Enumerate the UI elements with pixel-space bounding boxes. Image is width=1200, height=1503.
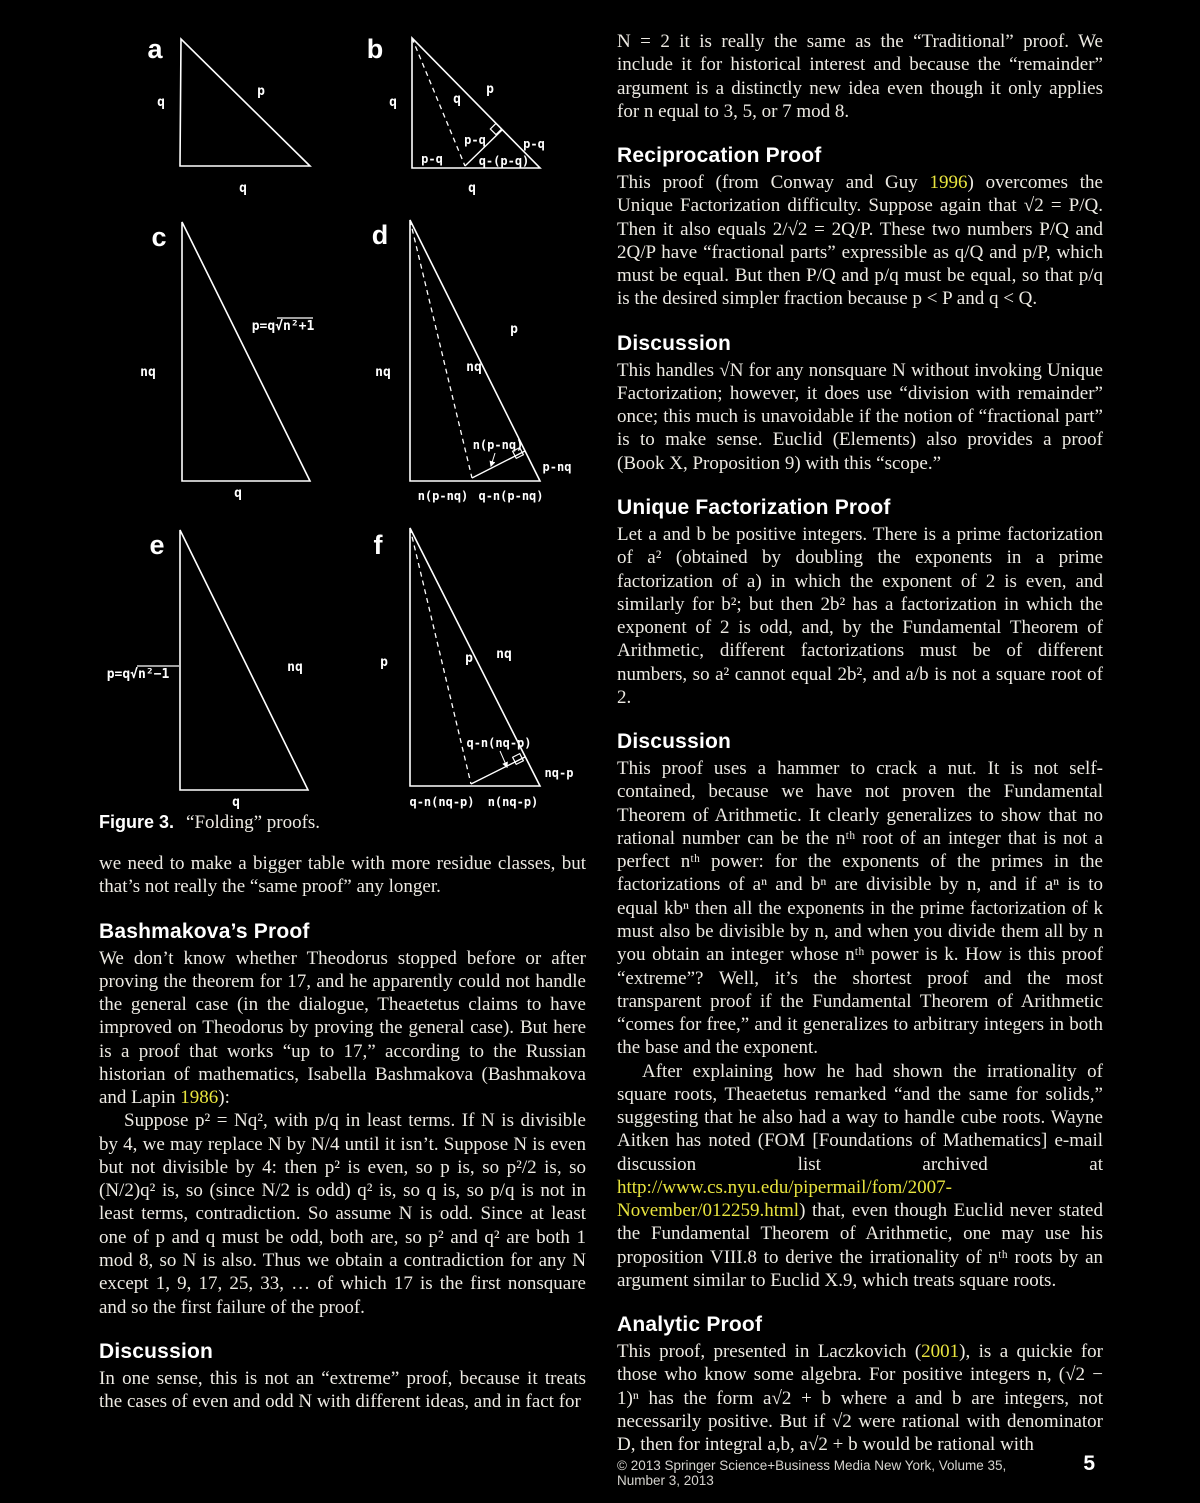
theaetetus-text-post: ) that, even though Euclid never stated the Fundamental Theorem of Arithmetic, one may use his proposition VIII.8 to derive the irrationality of nᵗʰ roots by an argument similar to Euclid X.9, which treats square roots. [617, 1200, 1103, 1291]
bashmakova-text-post: ): [218, 1087, 230, 1109]
citation-link-2001[interactable]: 2001 [921, 1341, 960, 1363]
panel-f-right-label: nq-p [544, 766, 574, 780]
panel-c-left-label: nq [140, 365, 156, 380]
panel-c-letter: c [151, 222, 167, 252]
panel-d-inner-label: nq [466, 360, 482, 375]
panel-f-left-label: p [380, 655, 388, 670]
theaetetus-text-pre: After explaining how he had shown the irrationality of square roots, Theaetetus remarked “and the same for solids,” suggesting that he also had a way to handle cube roots. Wayne Aitken has noted (FOM [Foundations of Mathematics] e-mail discussion list archived at [617, 1060, 1103, 1175]
fom-archive-url-link[interactable]: http://www.cs.nyu.edu/pipermail/fom/2007-November/012259.html [617, 1176, 952, 1222]
paragraph-discussion-reciprocation: This handles √N for any nonsquare N without invoking Unique Factorization; however, it does use “division with remainder” once; this much is unavoidable if the notion of “fractional part” is to make sense. Euclid (Elements) also provides a proof (Book X, Proposition 9) with this “scope.” [617, 359, 1103, 474]
panel-f-fold-label: q-n(nq-p) [466, 736, 532, 750]
panel-f-letter: f [373, 530, 383, 560]
panel-a-base-label: q [239, 181, 247, 196]
panel-b-right-label: p-q [523, 137, 545, 151]
figure-caption [99, 812, 586, 834]
panel-b-baseleft-label: p-q [421, 152, 443, 166]
panel-d-right-label: p-nq [542, 460, 572, 474]
panel-d-letter: d [371, 220, 389, 250]
heading-reciprocation-proof: Reciprocation Proof [617, 144, 822, 168]
panel-e-base-label: q [232, 795, 240, 810]
panel-f-hyp-label: nq [496, 647, 512, 662]
page-footer [617, 1452, 1095, 1488]
heading-discussion-reciprocation: Discussion [617, 331, 732, 355]
paragraph-bashmakova-proof: Suppose p² = Nq², with p/q in least terms. If N is divisible by 4, we may replace N by N/4 until it isn’t. Suppose N is even but not divisible by 4: then p² is even, so p is, so p²/2 is, so (N/2)q² is, so (since N/2 is odd) q² is, so q is, so p/q is not in least terms, contradiction. So assume N is odd. Since at least one of p and q must be odd, both are, so p² and q² are both 1 mod 8, so N is also. Thus we obtain a contradiction for any N except 1, 9, 17, 25, 33, … of which 17 is the first nonsquare and so the first failure of the proof. [99, 1110, 586, 1318]
paragraph-theaetetus [617, 1060, 1103, 1293]
panel-f-baseright-label: n(nq-p) [487, 795, 539, 809]
figure-caption-label: Figure 3. [99, 812, 175, 832]
analytic-text-pre: This proof, presented in Laczkovich ( [617, 1341, 922, 1363]
heading-discussion-unique: Discussion [617, 730, 732, 754]
panel-a-hyp-label: p [257, 84, 265, 99]
panel-b-letter: b [366, 34, 384, 64]
analytic-text-post: ), is a quickie for those who know some algebra. For positive integers n, (√2 − 1)ⁿ has the form a√2 + b where a and b are integers, not necessarily positive. But if √2 were rational with denominator D, then for integral a,b, a√2 + b would be rational with [617, 1341, 1103, 1456]
panel-b-left-label: q [389, 95, 397, 110]
heading-bashmakovas-proof: Bashmakova’s Proof [99, 919, 310, 943]
figure-caption-text: “Folding” proofs. [186, 812, 321, 833]
panel-f-inner-label: p [465, 651, 473, 666]
panel-c-base-label: q [234, 486, 242, 501]
copyright-text: © 2013 Springer Science+Business Media New York, Volume 35, Number 3, 2013 [617, 1458, 1007, 1488]
panel-d-baseright-label: q-n(p-nq) [478, 489, 544, 503]
paragraph-continuation: N = 2 it is really the same as the “Traditional” proof. We include it for historical interest and because the “remainder” argument is a distinctly new idea even though it only applies for n equal to 3, 5, or 7 mod 8. [617, 31, 1103, 122]
panel-b-upperhyp-label: q [453, 92, 461, 107]
left-column [99, 0, 586, 1413]
reciprocation-text-pre: This proof (from Conway and Guy [617, 172, 930, 194]
panel-f-baseleft-label: q-n(nq-p) [409, 795, 475, 809]
panel-b-fold-label: p-q [464, 133, 486, 147]
reciprocation-text-post: ) overcomes the Unique Factorization difficulty. Suppose again that √2 = P/Q. Then it also equals 2/√2 = 2Q/P. These two numbers P/Q and 2Q/P have “fractional parts” expressible as q/Q and p/P, which must be equal. But then P/Q and p/q must be equal, so that p/q is the desired simpler fraction because p < P and q < Q. [617, 172, 1103, 310]
heading-analytic-proof: Analytic Proof [617, 1313, 763, 1337]
page-number: 5 [1083, 1452, 1095, 1475]
panel-d-baseleft-label: n(p-nq) [417, 489, 469, 503]
paragraph-discussion-unique: This proof uses a hammer to crack a nut. It is not self-contained, because we have not proven the Fundamental Theorem of Arithmetic. It clearly generalizes to show that no rational number can be the nᵗʰ root of an integer that is not a perfect nᵗʰ power: for the exponents of the primes in the factorizations of aⁿ and bⁿ are divisible by n, and if aⁿ is to equal kbⁿ then all the exponents in the prime factorization of k must also be divisible by n, and when you divide them all by n you obtain an integer whose nᵗʰ power is k. How is this proof “extreme”? Well, it’s the shortest proof and the most transparent proof if the Fundamental Theorem of Arithmetic “comes for free,” and it generalizes to arbitrary integers in both the base and the exponent. [617, 758, 1103, 1059]
panel-e-left-label: p=q√n²−1 [106, 667, 170, 682]
paragraph-reciprocation [617, 171, 1103, 311]
paragraph-discussion-left: In one sense, this is not an “extreme” proof, because it treats the cases of even and odd N with different ideas, and in fact for [99, 1367, 586, 1413]
panel-e-hyp-label: nq [287, 660, 303, 675]
heading-unique-factorization-proof: Unique Factorization Proof [617, 495, 891, 519]
panel-b-hyp-label: p [486, 82, 494, 97]
right-column [617, 30, 1103, 1457]
paragraph-bashmakova-intro [99, 947, 586, 1110]
panel-a-letter: a [147, 34, 163, 64]
bashmakova-text-pre: We don’t know whether Theodorus stopped before or after proving the theorem for 17, and he apparently could not handle the general case (in the dialogue, Theaetetus claims to have improved on Theodorus by proving the general case). But here is a proof that works “up to 17,” according to the Russian historian of mathematics, Isabella Bashmakova (Bashmakova and Lapin [99, 947, 586, 1109]
panel-c-hyp-label: p=q√n²+1 [251, 319, 315, 334]
panel-a-left-label: q [157, 95, 165, 110]
panel-d-left-label: nq [375, 365, 391, 380]
panel-b-base-label: q [468, 181, 476, 196]
citation-link-1986[interactable]: 1986 [180, 1087, 219, 1109]
citation-link-1996[interactable]: 1996 [929, 172, 968, 194]
paragraph-analytic [617, 1340, 1103, 1456]
panel-b-basemid-label: q-(p-q) [478, 154, 530, 168]
heading-discussion-left: Discussion [99, 1339, 214, 1363]
figure-spacer [99, 0, 586, 812]
panel-e-letter: e [149, 530, 165, 560]
panel-d-fold-label: n(p-nq) [472, 438, 524, 452]
panel-d-hyp-label: p [510, 322, 518, 337]
paragraph-residue-classes: we need to make a bigger table with more residue classes, but that’s not really the “same proof” any longer. [99, 853, 586, 898]
paragraph-unique-factorization: Let a and b be positive integers. There is a prime factorization of a² (obtained by doubling the exponents in a prime factorization of a) in which the exponent of 2 is even, and similarly for b²; but then 2b² has a factorization in which the exponent of 2 is odd, and, by the Fundamental Theorem of Arithmetic, different factorizations must be of different numbers, so a² cannot equal 2b², and a/b is not a square root of 2. [617, 523, 1103, 708]
